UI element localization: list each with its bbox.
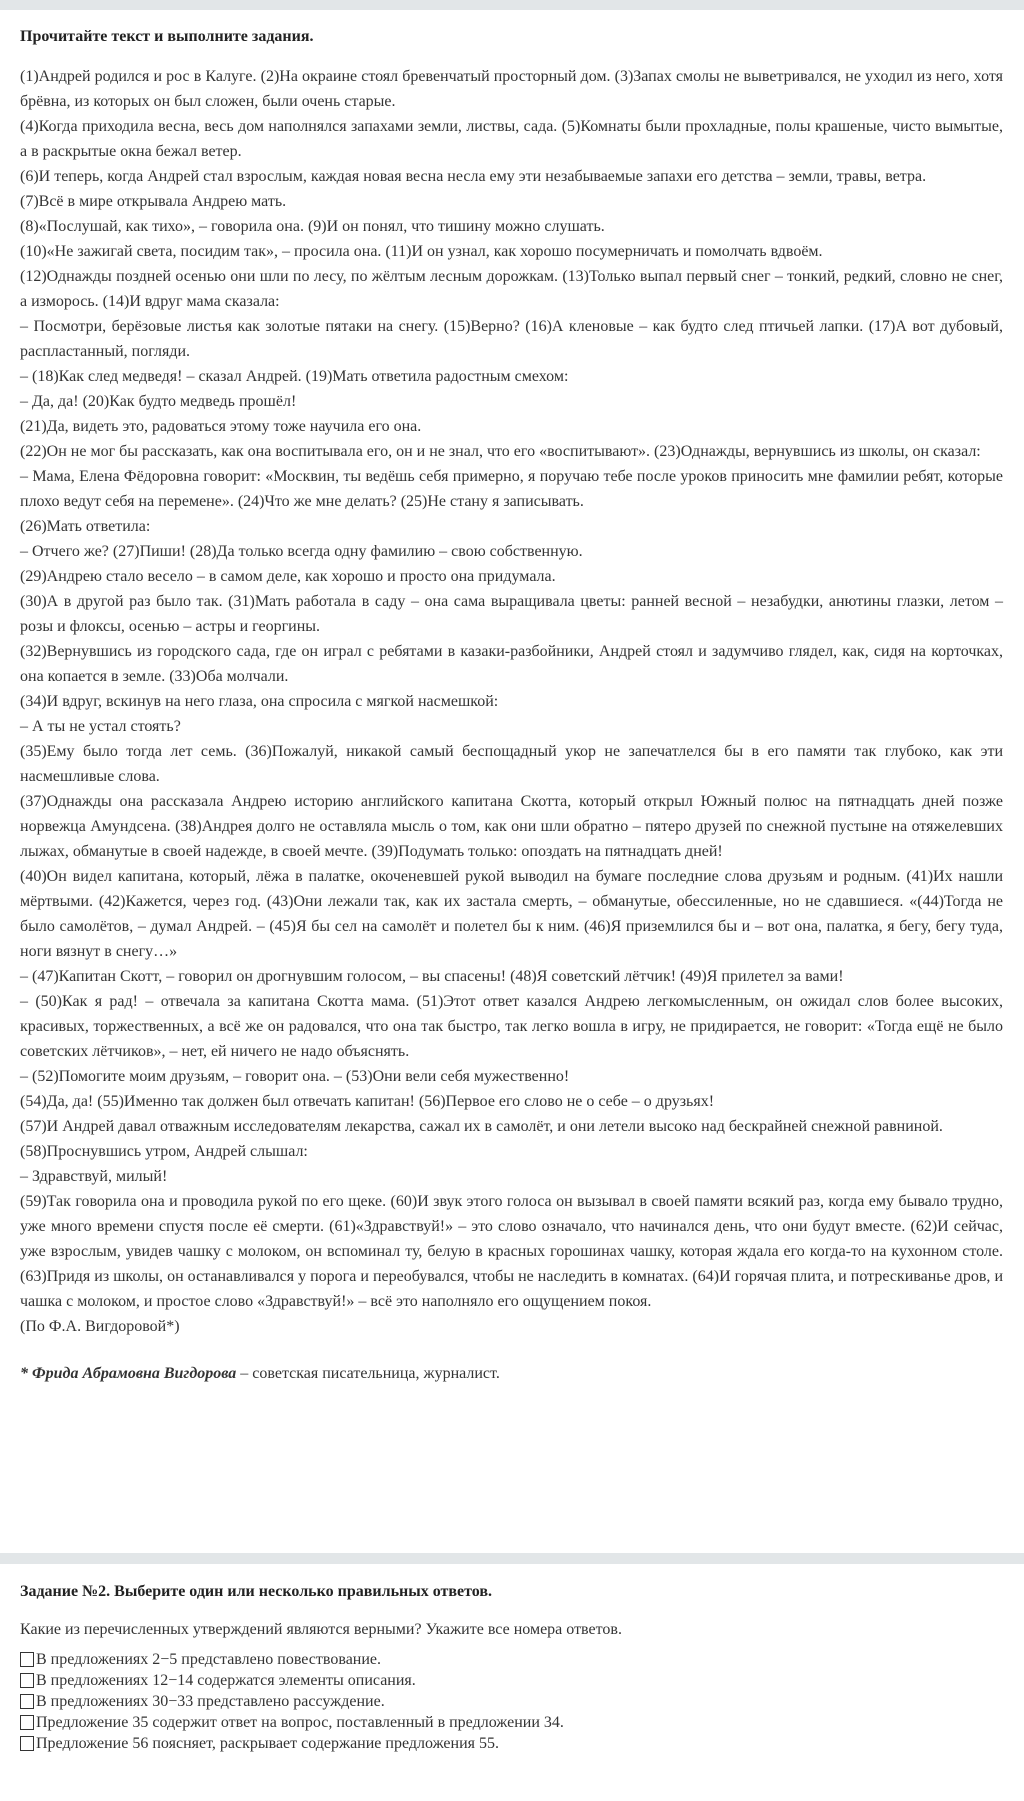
text-paragraph: (30)А в другой раз было так. (31)Мать работала в саду – она сама выращивала цветы: ранней весной – незабудки, анютины глазки, летом – розы и флоксы, осенью – астры и георгины.	[20, 593, 1003, 635]
section-divider	[0, 1553, 1024, 1564]
text-paragraph: (7)Всё в мире открывала Андрею мать.	[20, 193, 287, 210]
answer-option-1[interactable]	[20, 1649, 1003, 1670]
text-paragraph: – Да, да! (20)Как будто медведь прошёл!	[20, 393, 297, 410]
text-paragraph: (29)Андрею стало весело – в самом деле, как хорошо и просто она придумала.	[20, 568, 556, 585]
checkbox[interactable]	[20, 1673, 34, 1688]
task-2-section	[20, 1581, 1003, 1754]
source-attribution: (По Ф.А. Вигдоровой*)	[20, 1318, 180, 1335]
footnote	[20, 1361, 1003, 1386]
text-paragraph: – (52)Помогите моим друзьям, – говорит она. – (53)Они вели себя мужественно!	[20, 1068, 570, 1085]
answer-option-5[interactable]	[20, 1733, 1003, 1754]
text-paragraph: – Отчего же? (27)Пиши! (28)Да только всегда одну фамилию – свою собственную.	[20, 543, 583, 560]
checkbox[interactable]	[20, 1715, 34, 1730]
text-paragraph: (6)И теперь, когда Андрей стал взрослым, каждая новая весна несла ему эти незабываемые запахи его детства – земли, травы, ветра.	[20, 168, 927, 185]
task-2-heading: Задание №2. Выберите один или несколько правильных ответов.	[20, 1583, 493, 1600]
text-paragraph: – А ты не устал стоять?	[20, 718, 181, 735]
answer-option-2[interactable]	[20, 1670, 1003, 1691]
checkbox[interactable]	[20, 1694, 34, 1709]
text-paragraph: (40)Он видел капитана, который, лёжа в палатке, окоченевшей рукой выводил на бумаге последние слова друзьям и родным. (41)Их нашли мёртвыми. (42)Кажется, через год. (43)Они лежали так, как их застала смерть, – обманутые, обессиленные, но не сдавшиеся. «(44)Тогда не было самолётов, – думал Андрей. – (45)Я бы сел на самолёт и полетел бы к ним. (46)Я приземлился бы и – вот она, палатка, я бегу, бегу туда, ноги вязнут в снегу…»	[20, 868, 1003, 960]
text-paragraph: (22)Он не мог бы рассказать, как она воспитывала его, он и не знал, что его «воспитывают». (23)Однажды, вернувшись из школы, он сказал:	[20, 443, 981, 460]
text-paragraph: (26)Мать ответила:	[20, 518, 151, 535]
text-paragraph: (34)И вдруг, вскинув на него глаза, она спросила с мягкой насмешкой:	[20, 693, 499, 710]
answer-option-4[interactable]	[20, 1712, 1003, 1733]
text-paragraph: (4)Когда приходила весна, весь дом наполнялся запахами земли, листвы, сада. (5)Комнаты были прохладные, полы крашеные, чисто вымытые, а в раскрытые окна бежал ветер.	[20, 118, 1003, 160]
answer-option-label: Предложение 56 поясняет, раскрывает содержание предложения 55.	[36, 1735, 500, 1752]
text-paragraph: – Мама, Елена Фёдоровна говорит: «Москвин, ты ведёшь себя примерно, я поручаю тебе после уроков приносить мне фамилии ребят, которые плохо ведут себя на перемене». (24)Что же мне делать? (25)Не стану я записывать.	[20, 468, 1003, 510]
task-1-section	[20, 26, 1003, 1386]
text-paragraph: (8)«Послушай, как тихо», – говорила она. (9)И он понял, что тишину можно слушать.	[20, 218, 605, 235]
text-paragraph: (54)Да, да! (55)Именно так должен был отвечать капитан! (56)Первое его слово не о себе – о друзьях!	[20, 1093, 715, 1110]
answer-options	[20, 1649, 1003, 1754]
footnote-author-name: * Фрида Абрамовна Вигдорова	[20, 1365, 237, 1382]
text-paragraph: (12)Однажды поздней осенью они шли по лесу, по жёлтым лесным дорожкам. (13)Только выпал первый снег – тонкий, редкий, словно не снег, а изморось. (14)И вдруг мама сказала:	[20, 268, 1003, 310]
text-paragraph: – Здравствуй, милый!	[20, 1168, 168, 1185]
text-paragraph: – (18)Как след медведя! – сказал Андрей. (19)Мать ответила радостным смехом:	[20, 368, 569, 385]
task-1-heading: Прочитайте текст и выполните задания.	[20, 28, 314, 45]
text-paragraph: (10)«Не зажигай света, посидим так», – просила она. (11)И он узнал, как хорошо посумерничать и помолчать вдвоём.	[20, 243, 823, 260]
text-paragraph: – Посмотри, берёзовые листья как золотые пятаки на снегу. (15)Верно? (16)А кленовые – как будто след птичьей лапки. (17)А вот дубовый, распластанный, погляди.	[20, 318, 1003, 360]
answer-option-label: В предложениях 2−5 представлено повествование.	[36, 1651, 382, 1668]
text-paragraph: – (50)Как я рад! – отвечала за капитана Скотта мама. (51)Этот ответ казался Андрею легкомысленным, он ожидал слов более высоких, красивых, торжественных, а всё же он радовался, что она так быстро, так легко вошла в игру, не придирается, не говорит: «Тогда ещё не было советских лётчиков», – нет, ей ничего не надо объяснять.	[20, 993, 1003, 1060]
answer-option-label: Предложение 35 содержит ответ на вопрос, поставленный в предложении 34.	[36, 1714, 564, 1731]
text-paragraph: (32)Вернувшись из городского сада, где он играл с ребятами в казаки-разбойники, Андрей стоял и задумчиво глядел, как, сидя на корточках, она копается в земле. (33)Оба молчали.	[20, 643, 1003, 685]
checkbox[interactable]	[20, 1736, 34, 1751]
text-paragraph: (35)Ему было тогда лет семь. (36)Пожалуй, никакой самый беспощадный укор не запечатлелся бы в его памяти так глубоко, как эти насмешливые слова.	[20, 743, 1003, 785]
text-paragraph: (58)Проснувшись утром, Андрей слышал:	[20, 1143, 308, 1160]
top-divider-bar	[0, 0, 1024, 10]
text-paragraph: (21)Да, видеть это, радоваться этому тоже научила его она.	[20, 418, 422, 435]
footnote-text: – советская писательница, журналист.	[236, 1365, 500, 1382]
answer-option-label: В предложениях 12−14 содержатся элементы описания.	[36, 1672, 416, 1689]
text-paragraph: – (47)Капитан Скотт, – говорил он дрогнувшим голосом, – вы спасены! (48)Я советский лётчик! (49)Я прилетел за вами!	[20, 968, 844, 985]
checkbox[interactable]	[20, 1652, 34, 1667]
reading-text	[20, 64, 1003, 1339]
answer-option-3[interactable]	[20, 1691, 1003, 1712]
text-paragraph: (59)Так говорила она и проводила рукой по его щеке. (60)И звук этого голоса он вызывал в своей памяти всякий раз, когда ему бывало трудно, уже много времени спустя после её смерти. (61)«Здравствуй!» – это слово означало, что начинался день, что они будут вместе. (62)И сейчас, уже взрослым, увидев чашку с молоком, он вспоминал ту, белую в красных горошинах чашку, которая ждала его когда-то на кухонном столе. (63)Придя из школы, он останавливался у порога и переобувался, чтобы не наследить в комнатах. (64)И горячая плита, и потрескиванье дров, и чашка с молоком, и простое слово «Здравствуй!» – всё это наполняло его ощущением покоя.	[20, 1193, 1003, 1310]
text-paragraph: (37)Однажды она рассказала Андрею историю английского капитана Скотта, который открыл Южный полюс на пятнадцать дней позже норвежца Амундсена. (38)Андрея долго не оставляла мысль о том, как они шли обратно – пятеро друзей по снежной пустыне на отяжелевших лыжах, обманутые в своей надежде, в своей мечте. (39)Подумать только: опоздать на пятнадцать дней!	[20, 793, 1003, 860]
text-paragraph: (1)Андрей родился и рос в Калуге. (2)На окраине стоял бревенчатый просторный дом. (3)Запах смолы не выветривался, не уходил из него, хотя брёвна, из которых он был сложен, были очень старые.	[20, 68, 1003, 110]
answer-option-label: В предложениях 30−33 представлено рассуждение.	[36, 1693, 385, 1710]
text-paragraph: (57)И Андрей давал отважным исследователям лекарства, сажал их в самолёт, и они летели высоко над бескрайней снежной равниной.	[20, 1118, 943, 1135]
task-2-question: Какие из перечисленных утверждений являются верными? Укажите все номера ответов.	[20, 1621, 622, 1638]
